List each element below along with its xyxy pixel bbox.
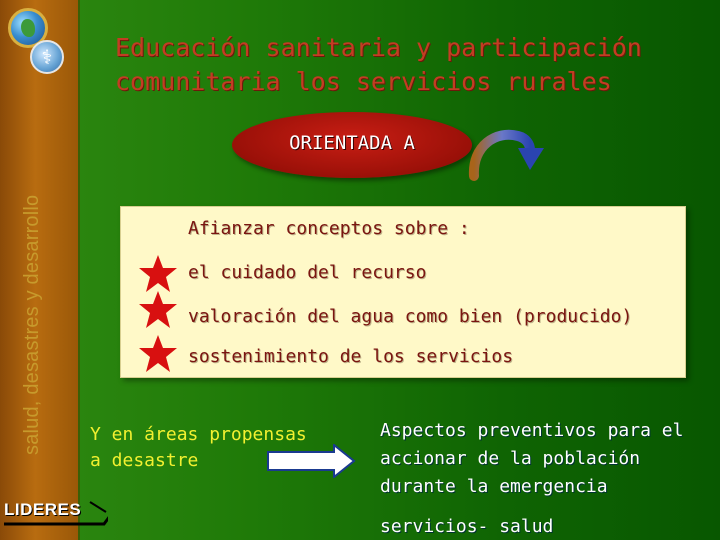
concept-item: el cuidado del recurso [188,262,427,283]
logo-text: LIDERES [4,500,82,519]
star-icon [138,334,178,374]
right-arrow-icon [266,444,356,478]
concept-item: valoración del agua como bien (producido) [188,306,633,327]
services-health-text: servicios- salud [380,516,554,537]
right-text-line-2: accionar de la población [380,448,641,469]
star-icon [138,290,178,330]
right-text-line-3: durante la emergencia [380,476,608,497]
right-text-line-1: Aspectos preventivos para el [380,420,684,441]
title-line-1: Educación sanitaria y participación [115,33,642,62]
oval-label: ORIENTADA A [289,132,415,154]
sidebar [0,0,80,540]
curved-arrow-icon [466,126,546,182]
concept-item: sostenimiento de los servicios [188,346,514,367]
orientada-oval [232,112,472,178]
left-text-line-2: a desastre [90,450,199,471]
medical-emblem-icon [30,40,64,74]
page-title [115,31,715,99]
star-icon [138,254,178,294]
preventive-aspects-text [380,417,683,501]
lideres-logo [2,498,108,528]
title-line-2: comunitaria los servicios rurales [115,67,612,96]
left-text-line-1: Y en áreas propensas [90,424,307,445]
sidebar-vertical-text: salud, desastres y desarrollo [21,194,43,455]
box-heading: Afianzar conceptos sobre : [188,218,470,239]
